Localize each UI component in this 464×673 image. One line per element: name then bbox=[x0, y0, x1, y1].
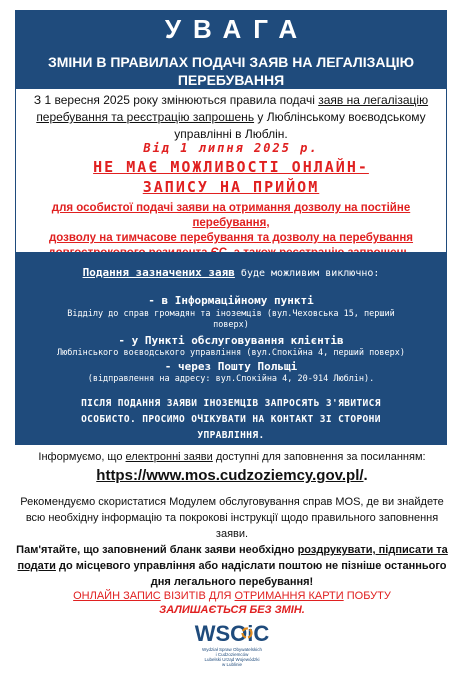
info-underlined: електронні заяви bbox=[125, 451, 213, 463]
remember-text-b: до місцевого управління або надіслати поштою не пізніше останнього bbox=[55, 560, 447, 572]
mos-link[interactable]: https://www.mos.cudzoziemcy.gov.pl/ bbox=[96, 467, 364, 484]
after-line-2: ОСОБИСТО. ПРОСИМО ОЧІКУВАТИ НА КОНТАКТ ЗІ СТОРОНИ bbox=[81, 414, 381, 425]
big-red-line-2: ЗАПИСУ НА ПРИЙОМ bbox=[142, 178, 320, 196]
option-customer-service: - у Пункті обслуговування клієнтів bbox=[118, 334, 344, 347]
no-online-booking-heading bbox=[16, 157, 446, 197]
remember-underlined-2: подати bbox=[17, 560, 56, 572]
submission-heading bbox=[15, 266, 447, 279]
submission-heading-bold: Подання зазначених заяв bbox=[82, 266, 235, 279]
mos-link-period: . bbox=[363, 467, 368, 484]
wsoic-logo bbox=[0, 621, 464, 671]
notice-paragraph bbox=[26, 92, 436, 143]
mos-link-line bbox=[0, 467, 464, 484]
subtitle-line-1: ЗМІНИ В ПРАВИЛАХ ПОДАЧІ ЗАЯВ НА ЛЕГАЛІЗАЦІЮ bbox=[47, 54, 415, 70]
header-banner bbox=[15, 10, 447, 89]
logo-caption-line-4: w Lublinie bbox=[221, 662, 242, 667]
logo-wordmark: WSOiC bbox=[194, 621, 270, 646]
remember-text-c: дня легального перебування! bbox=[150, 576, 314, 588]
online-mid: ВІЗИТІВ ДЛЯ bbox=[160, 590, 235, 602]
info-text-b: доступні для заповнення за посиланням: bbox=[212, 451, 426, 463]
notice-text-c: управлінні в Люблін. bbox=[174, 127, 288, 141]
recommend-line-3: заяви. bbox=[215, 528, 249, 540]
online-booking-card-notice bbox=[0, 588, 464, 604]
red-line-2: дозволу на тимчасове перебування та дозволу на перебування bbox=[48, 232, 414, 244]
after-line-1: ПІСЛЯ ПОДАННЯ ЗАЯВИ ІНОЗЕМЦІВ ЗАПРОСЯТЬ З'ЯВИТИСЯ bbox=[81, 398, 381, 409]
after-submission-notice bbox=[25, 396, 437, 444]
logo-circle-icon bbox=[241, 627, 253, 639]
logo-caption-line-1: Wydział Spraw Obywatelskich bbox=[202, 647, 262, 652]
notice-underlined-1: заяв на легалізацію bbox=[318, 93, 429, 107]
big-red-line-1: НЕ МАЄ МОЖЛИВОСТІ ОНЛАЙН- bbox=[93, 158, 369, 176]
online-end: ПОБУТУ bbox=[343, 590, 391, 602]
page-title: УВАГА bbox=[164, 14, 310, 44]
mos-recommendation bbox=[20, 494, 444, 542]
submission-banner bbox=[15, 252, 447, 445]
logo-mark bbox=[195, 621, 270, 647]
red-line-1: для особистої подачі заяви на отримання дозволу на постійне перебування, bbox=[51, 202, 411, 229]
subtitle-line-2: ПЕРЕБУВАННЯ bbox=[177, 72, 285, 88]
effective-date: Від 1 липня 2025 р. bbox=[143, 141, 319, 155]
online-unchanged: ЗАЛИШАЄТЬСЯ БЕЗ ЗМІН. bbox=[159, 604, 305, 616]
info-point-address-line-1: Відділу до справ громадян та іноземців (вул.Чеховська 15, перший bbox=[67, 309, 395, 319]
after-line-3: УПРАВЛІННЯ. bbox=[197, 430, 265, 441]
remember-notice bbox=[14, 542, 450, 590]
remember-underlined-1: роздрукувати, підписати та bbox=[297, 544, 448, 556]
online-underlined-2: ОТРИМАННЯ КАРТИ bbox=[234, 590, 344, 602]
option-info-point: - в Інформаційному пункті bbox=[148, 294, 314, 307]
recommend-line-2: всю необхідну інформацію та покрокові інструкції щодо правильного заповнення bbox=[25, 512, 439, 524]
electronic-forms-info bbox=[20, 451, 444, 463]
page-subtitle bbox=[15, 53, 447, 89]
online-underlined-1: ОНЛАЙН ЗАПИС bbox=[73, 590, 161, 602]
submission-heading-rest: буде можливим виключно: bbox=[234, 268, 380, 279]
logo-caption-line-3: Lubelski Urząd Wojewódzki bbox=[204, 657, 260, 662]
notice-box bbox=[15, 89, 447, 252]
notice-text-b: у Люблінському воєводському bbox=[254, 110, 426, 124]
recommend-line-1: Рекомендуємо скористатися Модулем обслуговування справ MOS, де ви знайдете bbox=[20, 496, 444, 508]
info-point-address-line-2: поверх) bbox=[213, 320, 249, 330]
remember-text-a: Пам'ятайте, що заповнений бланк заяви необхідно bbox=[16, 544, 298, 556]
option-info-point-address bbox=[25, 309, 437, 331]
logo-caption bbox=[0, 647, 464, 667]
notice-underlined-2: перебування та реєстрацію запрошень bbox=[36, 110, 255, 124]
option-post-address: (відправлення на адресу: вул.Спокійна 4, 20-914 Люблін). bbox=[87, 374, 375, 384]
option-customer-service-address: Люблінського воєводського управління (вул.Спокійна 4, перший поверх) bbox=[57, 348, 405, 358]
option-post: - через Пошту Польщі bbox=[164, 360, 298, 373]
notice-text-a: З 1 вересня 2025 року змінюються правила подачі bbox=[33, 93, 319, 107]
logo-caption-line-2: i Cudzoziemców bbox=[215, 652, 249, 657]
info-text-a: Інформуємо, що bbox=[38, 451, 126, 463]
